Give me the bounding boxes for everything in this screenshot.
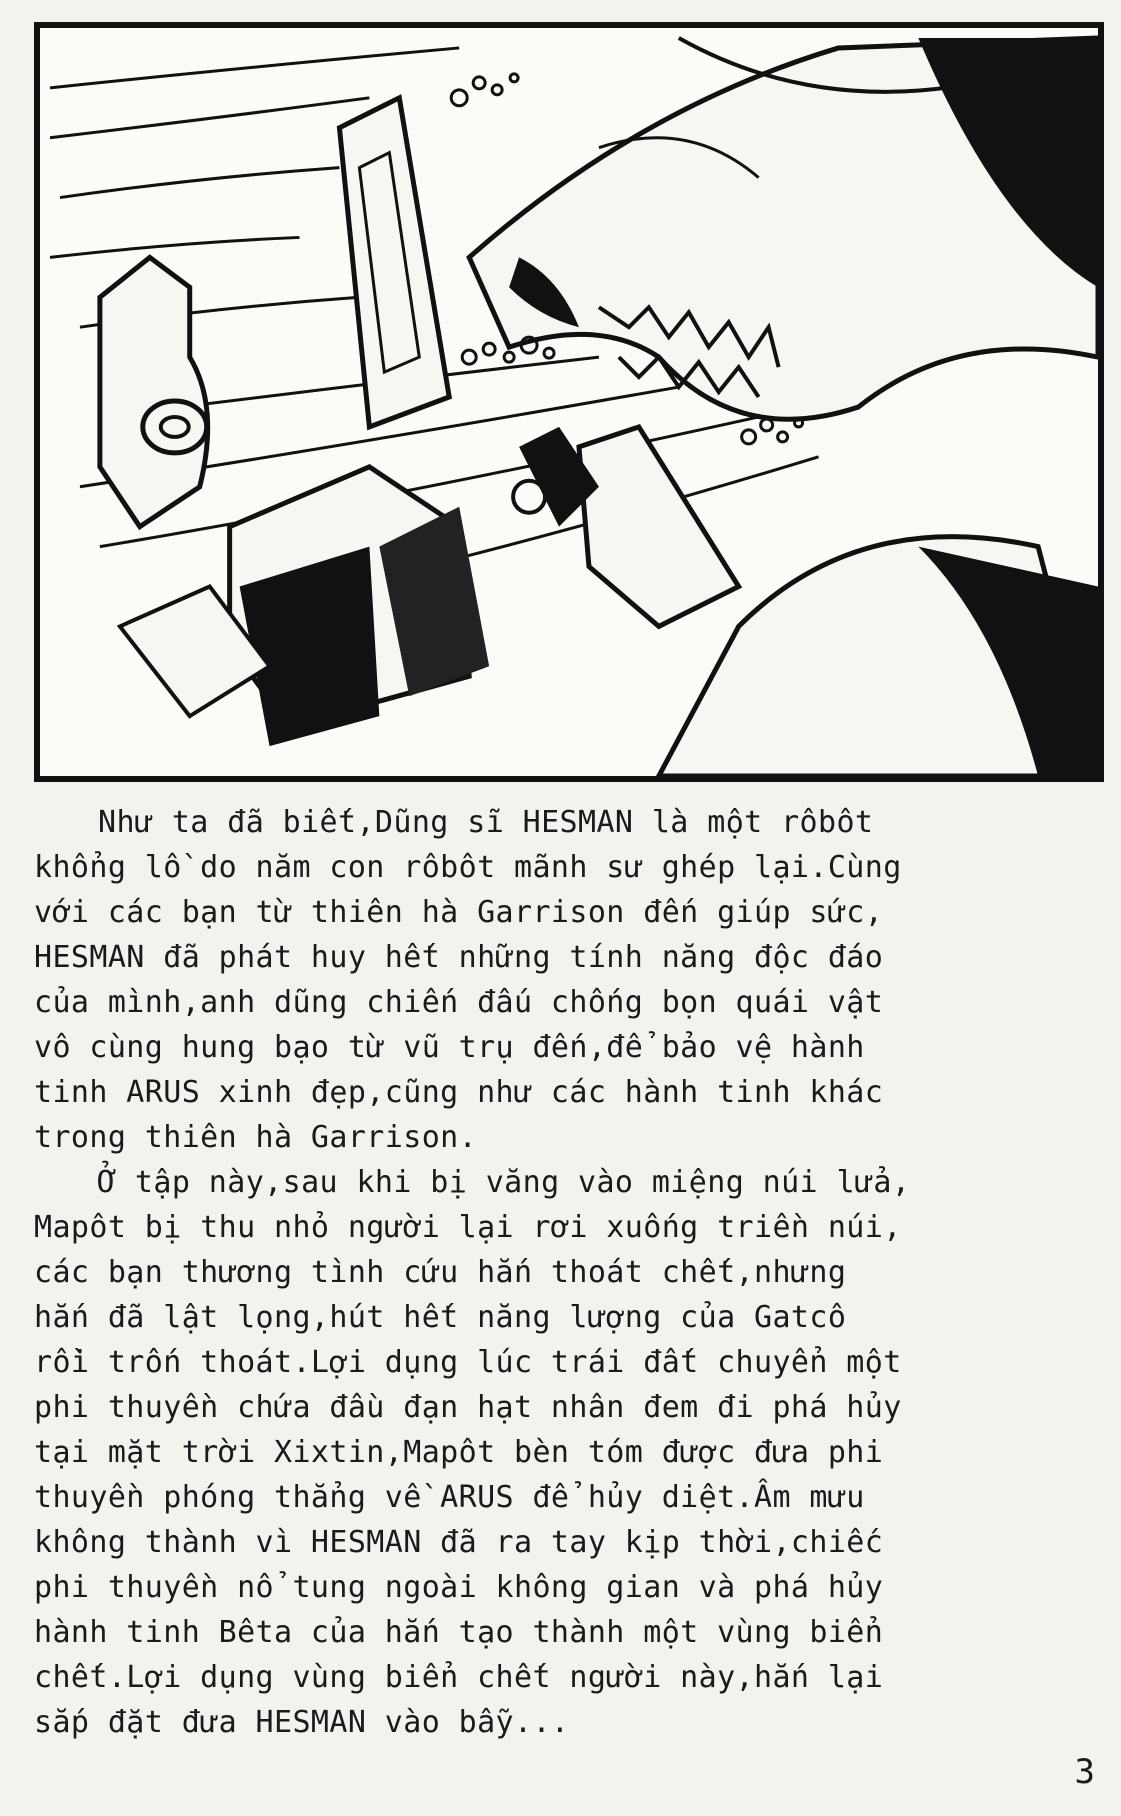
comic-panel-illustration xyxy=(34,22,1104,782)
sea-monster-robot-drawing xyxy=(40,28,1098,776)
story-text xyxy=(34,800,1094,1745)
page-number: 3 xyxy=(1074,1752,1095,1792)
story-paragraph: Như ta đã biết,Dũng sĩ HESMAN là một rôbôt khổng lồ do năm con rôbôt mãnh sư ghép lại.Cùng với các bạn từ thiên hà Garrison đến giúp sức, HESMAN đã phát huy hết những tính năng độc đáo của mình,anh dũng chiến đấu chống bọn quái vật vô cùng hung bạo từ vũ trụ đến,để bảo vệ hành tinh ARUS xinh đẹp,cũng như các hành tinh khác trong thiên hà Garrison. xyxy=(34,805,902,1155)
story-paragraph: Ở tập này,sau khi bị văng vào miệng núi lửa, Mapôt bị thu nhỏ người lại rơi xuống triền núi, các bạn thương tình cứu hắn thoát chết,nhưng hắn đã lật lọng,hút hết năng lượng của Gatcô rồi trốn thoát.Lợi dụng lúc trái đất chuyển một phi thuyền chứa đầu đạn hạt nhân đem đi phá hủy tại mặt trời Xixtin,Mapôt bèn tóm được đưa phi thuyền phóng thẳng về ARUS để hủy diệt.Âm mưu không thành vì HESMAN đã ra tay kịp thời,chiếc phi thuyền nổ tung ngoài không gian và phá hủy hành tinh Bêta của hắn tạo thành một vùng biển chết.Lợi dụng vùng biển chết người này,hắn lại sắp đặt đưa HESMAN vào bẫy... xyxy=(34,1165,911,1740)
